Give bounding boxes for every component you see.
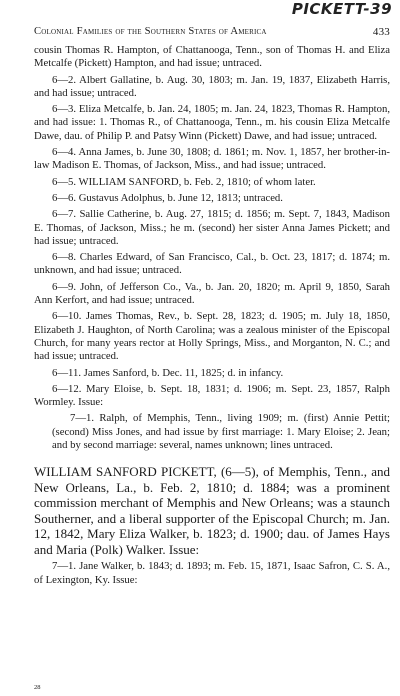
body-text [34,44,390,590]
entry-6-9: 6—9. John, of Jefferson Co., Va., b. Jan. 20, 1820; m. April 9, 1850, Sarah Ann Kerfort, and had issue; untraced. [34,280,390,307]
entry-6-5: 6—5. WILLIAM SANFORD, b. Feb. 2, 1810; of whom later. [52,175,316,188]
william-sanford-pickett-heading: WILLIAM SANFORD PICKETT, (6—5), of Memphis, Tenn., and New Orleans, La., b. Feb. 2, 1810; d. 1884; was a prominent commission merchant of Memphis and New Orleans; was a staunch Southerner, and a liberal supporter of the Episcopal Church; m. Jan. 12, 1842, Mary Eliza Walker, b. 1823; d. 1900; dau. of James Hays and Maria (Polk) Walker. Issue: [34,464,390,557]
entry-6-2: 6—2. Albert Gallatine, b. Aug. 30, 1803; m. Jan. 19, 1837, Elizabeth Harris, and had issue; untraced. [34,73,390,99]
running-title: Colonial Families of the Southern States of America [34,26,267,37]
entry-7-1-jane: 7—1. Jane Walker, b. 1843; d. 1893; m. Feb. 15, 1871, Isaac Safron, C. S. A., of Lexington, Ky. Issue: [34,560,390,586]
entry-6-10: 6—10. James Thomas, Rev., b. Sept. 28, 1823; d. 1905; m. July 18, 1850, Elizabeth J. Haughton, of North Carolina; was a zealous minister of the Episcopal Church, for many years rector at Holly Springs, Miss., and Morganton, N. C.; and had issue; untraced. [34,310,390,363]
running-head [34,26,390,37]
entry-7-1-ralph: 7—1. Ralph, of Memphis, Tenn., living 1909; m. (first) Annie Pettit; (second) Miss Jones, and had issue by first marriage: 1. Mary Eloise; 2. Jean; and by second marriage: several, names unknown; lines untraced. [52,412,390,452]
signature-mark: 28 [34,684,41,691]
entry-6-11: 6—11. James Sanford, b. Dec. 11, 1825; d. in infancy. [52,366,284,379]
handwritten-note: PICKETT-39 [291,0,392,18]
entry-6-8: 6—8. Charles Edward, of San Francisco, Cal., b. Oct. 23, 1817; d. 1874; m. unknown, and had issue; untraced. [34,251,390,277]
entry-6-3: 6—3. Eliza Metcalfe, b. Jan. 24, 1805; m. Jan. 24, 1823, Thomas R. Hampton, and had issue: 1. Thomas R., of Chattanooga, Tenn., m. his cousin Eliza Metcalfe Dawe, dau. of Philip P. and Patsy Winn (Pickett) Dawe, and had issue; untraced. [34,103,390,142]
paragraph-continuation: cousin Thomas R. Hampton, of Chattanooga, Tenn., son of Thomas H. and Eliza Metcalfe (Pickett) Hampton, and had issue; untraced. [34,44,390,70]
entry-6-12: 6—12. Mary Eloise, b. Sept. 18, 1831; d. 1906; m. Sept. 23, 1857, Ralph Wormley. Issue: [34,382,390,409]
page-number: 433 [372,26,390,38]
entry-6-4: 6—4. Anna James, b. June 30, 1808; d. 1861; m. Nov. 1, 1857, her brother-in-law Madison E. Thomas, of Jackson, Miss., and had issue; untraced. [34,146,390,172]
entry-6-7: 6—7. Sallie Catherine, b. Aug. 27, 1815; d. 1856; m. Sept. 7, 1843, Madison E. Thomas, of Jackson, Miss.; he m. (second) her sister Anna James Pickett; and had issue; untraced. [34,208,390,247]
entry-6-6: 6—6. Gustavus Adolphus, b. June 12, 1813; untraced. [52,191,283,204]
